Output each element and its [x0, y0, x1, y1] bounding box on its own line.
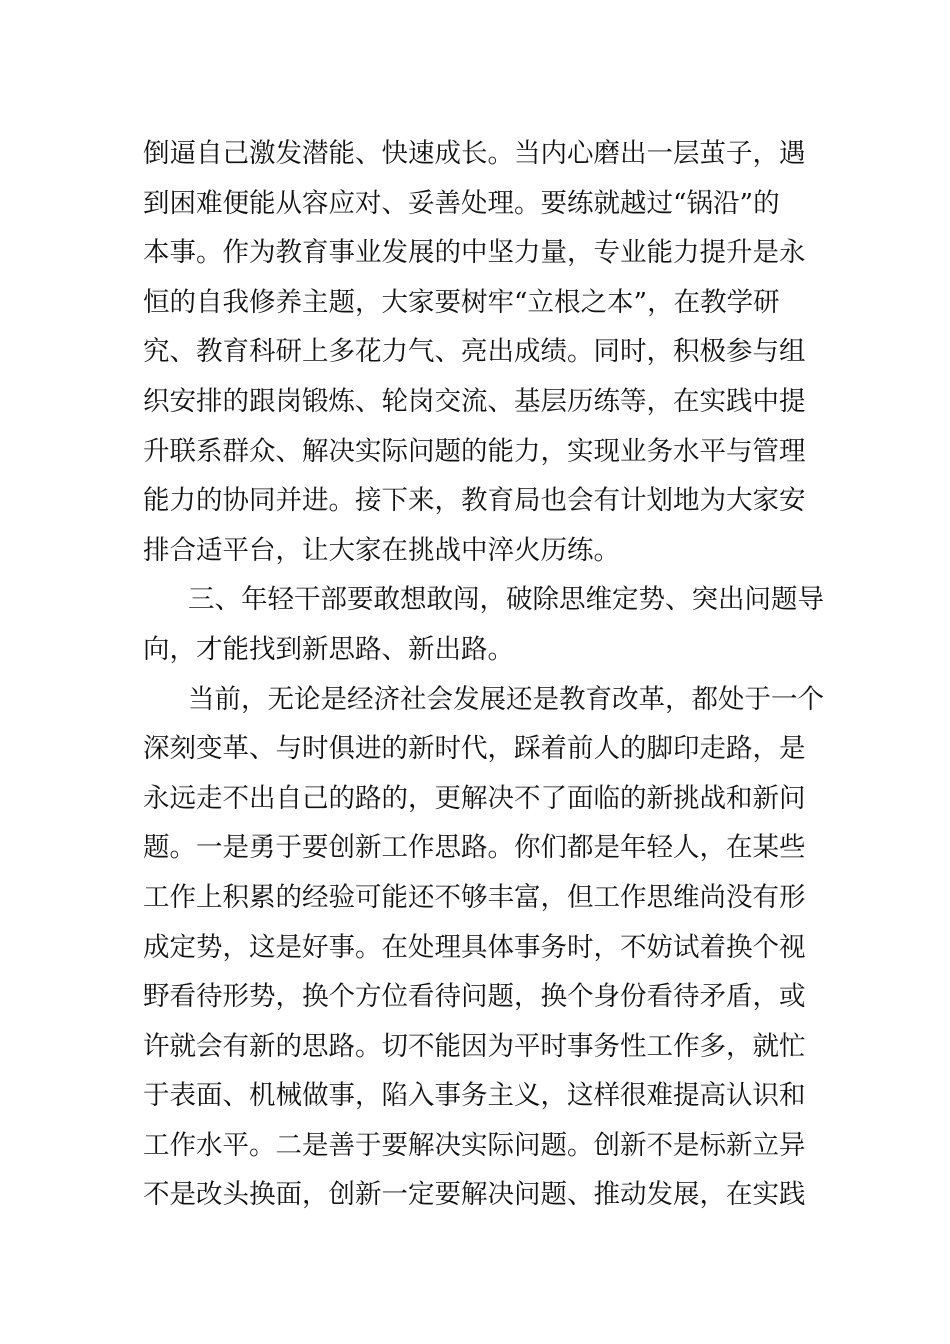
text-line: 排合适平台，让大家在挑战中淬火历练。	[143, 534, 620, 566]
text-line: 到困难便能从容应对、妥善处理。要练就越过“锅沿”的	[143, 187, 780, 219]
text-line: 不是改头换面，创新一定要解决问题、推动发展，在实践	[143, 1179, 806, 1211]
text-line: 本事。作为教育事业发展的中坚力量，专业能力提升是永	[143, 237, 806, 269]
text-line: 于表面、机械做事，陷入事务主义，这样很难提高认识和	[143, 1080, 806, 1112]
text-line: 工作水平。二是善于要解决实际问题。创新不是标新立异	[143, 1129, 806, 1161]
text-line: 究、教育科研上多花力气、亮出成绩。同时，积极参与组	[143, 336, 806, 368]
paragraph-first-line: 当前，无论是经济社会发展还是教育改革，都处于一个	[188, 683, 824, 715]
text-line: 升联系群众、解决实际问题的能力，实现业务水平与管理	[143, 435, 806, 467]
text-line: 野看待形势，换个方位看待问题，换个身份看待矛盾，或	[143, 981, 806, 1013]
section-heading-line: 向，才能找到新思路、新出路。	[143, 633, 514, 665]
text-line: 许就会有新的思路。切不能因为平时事务性工作多，就忙	[143, 1030, 806, 1062]
text-line: 倒逼自己激发潜能、快速成长。当内心磨出一层茧子，遇	[143, 138, 806, 169]
section-heading-line: 三、年轻干部要敢想敢闯，破除思维定势、突出问题导	[188, 584, 824, 616]
text-line: 工作上积累的经验可能还不够丰富，但工作思维尚没有形	[143, 881, 806, 913]
text-line: 永远走不出自己的路的，更解决不了面临的新挑战和新问	[143, 782, 806, 814]
text-line: 能力的协同并进。接下来，教育局也会有计划地为大家安	[143, 485, 806, 517]
text-line: 成定势，这是好事。在处理具体事务时，不妨试着换个视	[143, 931, 806, 963]
text-line: 深刻变革、与时俱进的新时代，踩着前人的脚印走路，是	[143, 733, 806, 765]
text-line: 织安排的跟岗锻炼、轮岗交流、基层历练等，在实践中提	[143, 385, 806, 417]
body-text	[143, 129, 824, 1220]
text-line: 恒的自我修养主题，大家要树牢“立根之本”，在教学研	[143, 286, 780, 318]
text-line: 题。一是勇于要创新工作思路。你们都是年轻人，在某些	[143, 832, 806, 864]
